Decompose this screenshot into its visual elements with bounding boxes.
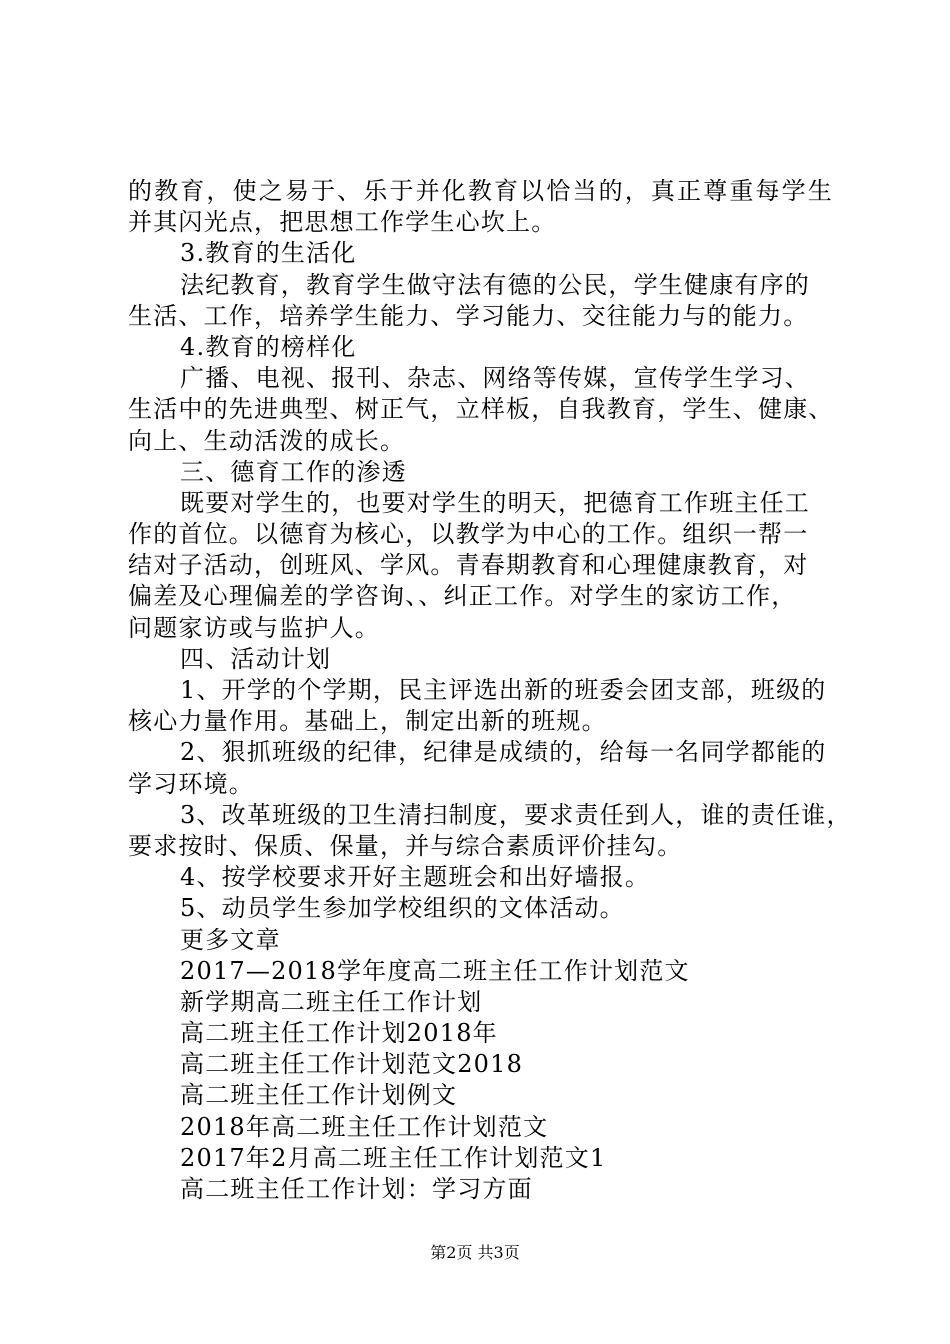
related-article-link[interactable]: 2017—2018学年度高二班主任工作计划范文 [180,956,690,985]
paragraph-line: 要求按时、保质、保量，并与综合素质评价挂勾。 [128,831,683,860]
document-body [128,176,852,1205]
paragraph-line: 问题家访或与监护人。 [128,613,380,642]
paragraph-line: 向上、生动活泼的成长。 [128,426,406,455]
section-heading: 4.教育的榜样化 [180,332,357,361]
section-heading: 四、活动计划 [180,644,332,673]
more-articles-heading: 更多文章 [180,925,281,954]
related-article-link[interactable]: 高二班主任工作计划：学习方面 [180,1175,533,1203]
related-article-link[interactable]: 高二班主任工作计划例文 [180,1081,458,1110]
paragraph-line: 既要对学生的，也要对学生的明天，把德育工作班主任工 [180,488,810,517]
list-item: 3、改革班级的卫生清扫制度，要求责任到人，谁的责任谁， [180,800,852,829]
related-article-link[interactable]: 高二班主任工作计划范文2018 [180,1050,524,1079]
paragraph-line: 生活中的先进典型、树正气，立样板，自我教育，学生、健康、 [128,395,834,424]
list-item: 4、按学校要求开好主题班会和出好墙报。 [180,863,651,892]
section-heading: 三、德育工作的渗透 [180,457,407,486]
paragraph-line: 核心力量作用。基础上，制定出新的班规。 [128,707,607,736]
paragraph-line: 作的首位。以德育为核心，以教学为中心的工作。组织一帮一 [128,520,809,549]
list-item: 5、动员学生参加学校组织的文体活动。 [180,894,625,923]
related-article-link[interactable]: 高二班主任工作计划2018年 [180,1019,498,1048]
paragraph-line: 结对子活动，创班风、学风。青春期教育和心理健康教育，对 [128,551,809,580]
paragraph-line: 学习环境。 [128,769,254,798]
paragraph-line: 广播、电视、报刊、杂志、网络等传媒，宣传学生学习、 [180,364,810,393]
section-heading: 3.教育的生活化 [180,239,357,268]
paragraph-line: 的教育，使之易于、乐于并化教育以恰当的，真正尊重每学生 [128,177,833,205]
related-article-link[interactable]: 2017年2月高二班主任工作计划范文1 [180,1143,607,1172]
page-number-footer: 第2页 共3页 [430,1243,520,1262]
paragraph-line: 生活、工作，培养学生能力、学习能力、交往能力与的能力。 [128,301,809,330]
paragraph-line: 偏差及心理偏差的学咨询、、纠正工作。对学生的家访工作， [128,582,797,611]
related-article-link[interactable]: 新学期高二班主任工作计划 [180,987,483,1016]
list-item: 1、开学的个学期，民主评选出新的班委会团支部，班级的 [180,676,827,704]
paragraph-line: 并其闪光点，把思想工作学生心坎上。 [128,208,557,237]
paragraph-line: 法纪教育，教育学生做守法有德的公民，学生健康有序的 [180,270,810,299]
list-item: 2、狠抓班级的纪律，纪律是成绩的，给每一名同学都能的 [180,738,827,767]
related-article-link[interactable]: 2018年高二班主任工作计划范文 [180,1112,549,1141]
